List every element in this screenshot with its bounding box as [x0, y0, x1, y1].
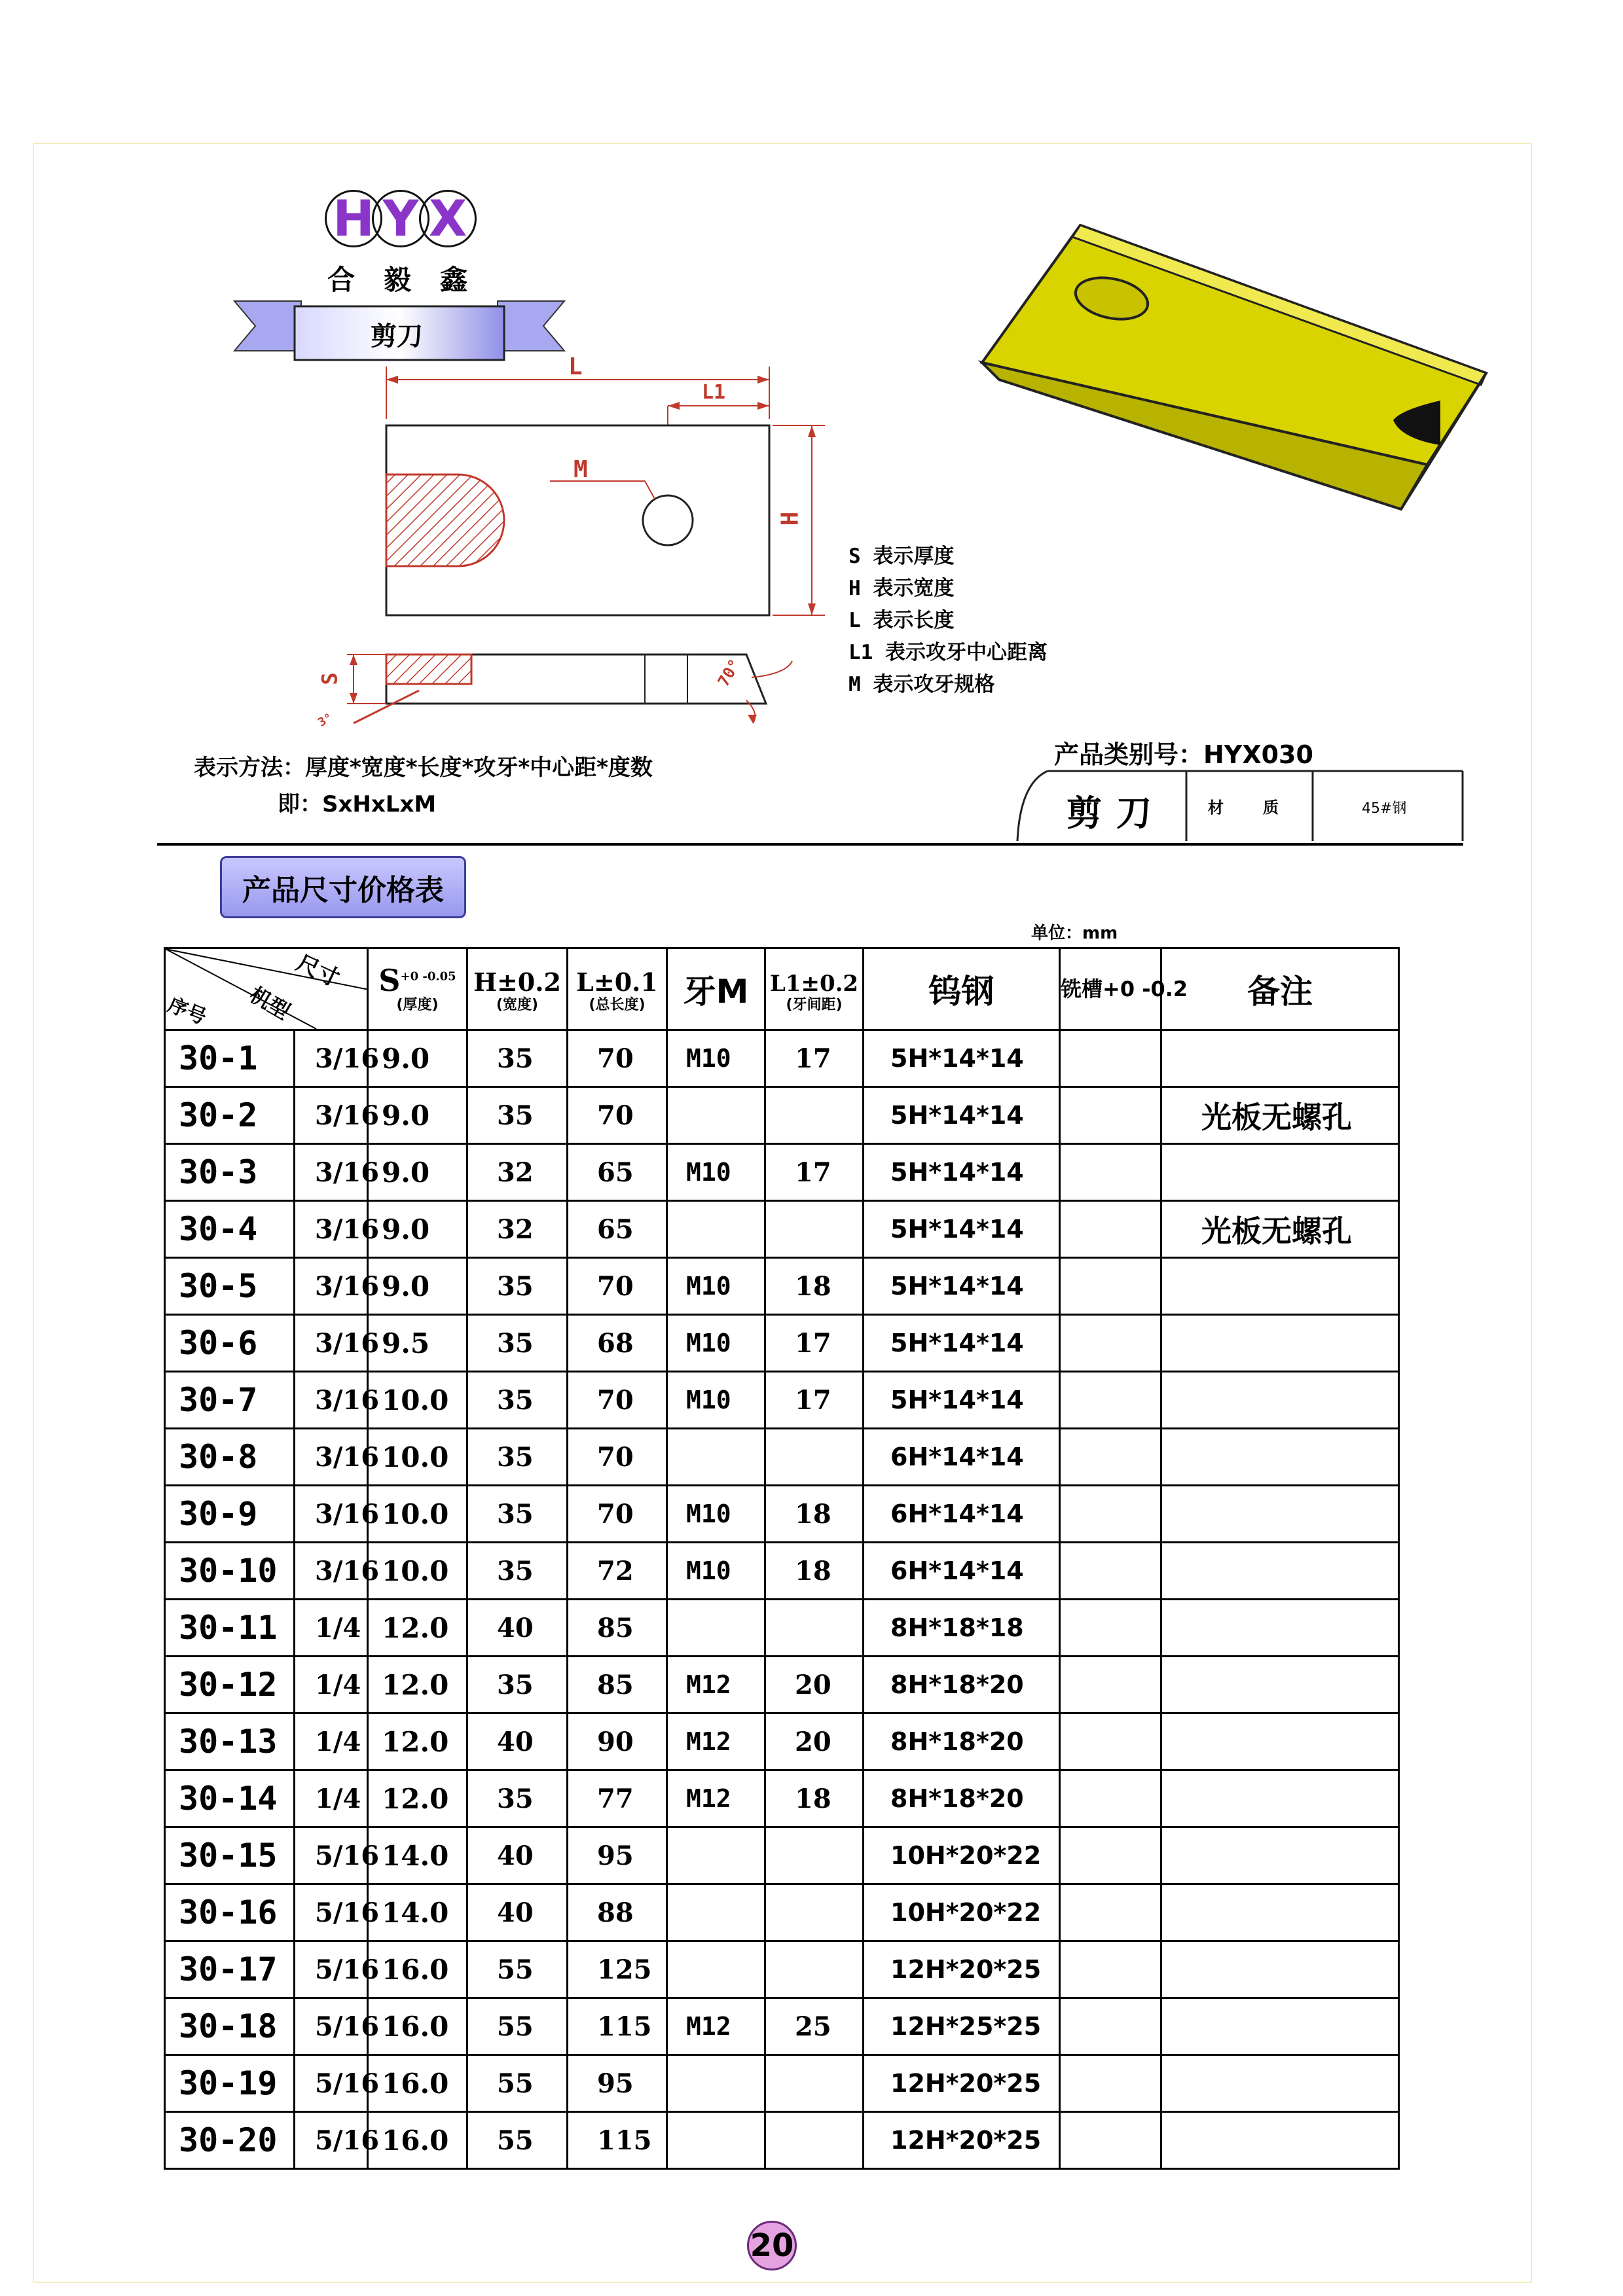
cell-steel: 5H*14*14	[864, 1315, 1060, 1372]
cell-steel: 6H*14*14	[864, 1429, 1060, 1486]
cell-steel: 10H*20*22	[864, 1884, 1060, 1941]
cell-l: 90	[568, 1713, 667, 1770]
cell-h: 35	[467, 1087, 568, 1144]
cell-mill	[1060, 2112, 1161, 2169]
cell-l1: 17	[765, 1315, 864, 1372]
cell-m	[667, 1429, 765, 1486]
cell-id: 30-1	[165, 1030, 295, 1087]
cell-m	[667, 1201, 765, 1258]
logo-letter-h: H	[325, 190, 382, 247]
table-row	[165, 1201, 1399, 1258]
cell-l1: 17	[765, 1030, 864, 1087]
table-row	[165, 1030, 1399, 1087]
cell-s: 10.0	[368, 1372, 467, 1429]
cell-m: M10	[667, 1486, 765, 1543]
cell-l: 125	[568, 1941, 667, 1998]
cell-mill	[1060, 1657, 1161, 1713]
table-row	[165, 1087, 1399, 1144]
cell-h: 55	[467, 1998, 568, 2055]
cell-s: 12.0	[368, 1600, 467, 1657]
header-s-sub: (厚度)	[396, 997, 439, 1013]
cell-id: 30-18	[165, 1998, 295, 2055]
cell-mill	[1060, 1144, 1161, 1201]
cell-s: 9.0	[368, 1201, 467, 1258]
cell-m	[667, 1884, 765, 1941]
cell-id: 30-5	[165, 1258, 295, 1315]
header-l-label: L±0.1	[576, 967, 658, 997]
table-row	[165, 1258, 1399, 1315]
cell-mill	[1060, 1998, 1161, 2055]
cell-steel: 5H*14*14	[864, 1087, 1060, 1144]
cell-mill	[1060, 1372, 1161, 1429]
product-banner-label: 剪刀	[371, 321, 423, 351]
header-l1	[765, 948, 864, 1030]
cell-l: 70	[568, 1486, 667, 1543]
logo-letter-x: X	[419, 190, 477, 247]
cell-l: 72	[568, 1543, 667, 1600]
header-h-label: H±0.2	[473, 967, 561, 997]
cell-id: 30-3	[165, 1144, 295, 1201]
cell-h: 35	[467, 1258, 568, 1315]
cell-l: 68	[568, 1315, 667, 1372]
cell-steel: 8H*18*20	[864, 1770, 1060, 1827]
cell-steel: 5H*14*14	[864, 1372, 1060, 1429]
cell-id: 30-11	[165, 1600, 295, 1657]
cell-m: M12	[667, 1713, 765, 1770]
cell-model: 3/16	[295, 1087, 368, 1144]
cell-mill	[1060, 1941, 1161, 1998]
spec-material-value: 45#钢	[1362, 800, 1407, 817]
cell-l1	[765, 1884, 864, 1941]
corner-no-label: 序号	[164, 993, 210, 1030]
cell-m	[667, 2112, 765, 2169]
cell-m: M12	[667, 1657, 765, 1713]
notation-method	[194, 749, 653, 823]
unit-label: 单位：mm	[1031, 924, 1118, 943]
corner-header	[165, 948, 368, 1030]
cell-mill	[1060, 1030, 1161, 1087]
table-row	[165, 1657, 1399, 1713]
logo	[325, 190, 475, 250]
legend-item-s: S 表示厚度	[848, 545, 955, 568]
legend-item-l1: L1 表示攻牙中心距离	[848, 641, 1048, 664]
cell-steel: 8H*18*18	[864, 1600, 1060, 1657]
cell-note	[1161, 1315, 1399, 1372]
cell-h: 55	[467, 1941, 568, 1998]
cell-mill	[1060, 1543, 1161, 1600]
cell-s: 10.0	[368, 1429, 467, 1486]
cell-l: 95	[568, 1827, 667, 1884]
cell-m: M10	[667, 1144, 765, 1201]
cell-id: 30-19	[165, 2055, 295, 2112]
table-row	[165, 1600, 1399, 1657]
table-row	[165, 1372, 1399, 1429]
cell-h: 35	[467, 1486, 568, 1543]
dim-label-l1: L1	[702, 381, 726, 404]
table-row	[165, 1827, 1399, 1884]
cell-model: 3/16	[295, 1429, 368, 1486]
table-header-row	[165, 948, 1399, 1030]
cell-id: 30-17	[165, 1941, 295, 1998]
cell-mill	[1060, 1770, 1161, 1827]
legend-item-m: M 表示攻牙规格	[848, 673, 995, 696]
dim-label-l: L	[568, 353, 583, 380]
cell-id: 30-12	[165, 1657, 295, 1713]
legend-item-l: L 表示长度	[848, 609, 955, 632]
cell-s: 14.0	[368, 1827, 467, 1884]
cell-s: 12.0	[368, 1713, 467, 1770]
cell-mill	[1060, 1201, 1161, 1258]
table-row	[165, 1770, 1399, 1827]
cell-h: 55	[467, 2112, 568, 2169]
cell-s: 14.0	[368, 1884, 467, 1941]
cell-mill	[1060, 1486, 1161, 1543]
cell-l1: 18	[765, 1258, 864, 1315]
cell-model: 1/4	[295, 1600, 368, 1657]
cell-s: 16.0	[368, 1998, 467, 2055]
notation-method-line1: 表示方法：厚度*宽度*长度*攻牙*中心距*度数	[194, 755, 653, 781]
cell-h: 40	[467, 1713, 568, 1770]
technical-drawing	[367, 347, 838, 713]
cell-mill	[1060, 1087, 1161, 1144]
cell-h: 35	[467, 1030, 568, 1087]
cell-m	[667, 1827, 765, 1884]
cell-note	[1161, 1429, 1399, 1486]
cell-m: M12	[667, 1770, 765, 1827]
cell-model: 3/16	[295, 1372, 368, 1429]
cell-l1	[765, 1087, 864, 1144]
cell-h: 35	[467, 1315, 568, 1372]
cell-id: 30-9	[165, 1486, 295, 1543]
dim-label-h: H	[776, 511, 804, 526]
dim-label-m: M	[574, 456, 588, 483]
spec-material-label: 材质	[1208, 798, 1318, 817]
cell-mill	[1060, 1884, 1161, 1941]
cell-model: 5/16	[295, 1998, 368, 2055]
cell-steel: 5H*14*14	[864, 1201, 1060, 1258]
cell-steel: 8H*18*20	[864, 1713, 1060, 1770]
cell-h: 32	[467, 1144, 568, 1201]
page-number: 20	[747, 2221, 797, 2270]
cell-steel: 12H*20*25	[864, 2055, 1060, 2112]
cell-h: 35	[467, 1372, 568, 1429]
cell-h: 40	[467, 1827, 568, 1884]
cell-l1: 17	[765, 1144, 864, 1201]
cell-m	[667, 2055, 765, 2112]
cell-m: M10	[667, 1372, 765, 1429]
cell-note	[1161, 1827, 1399, 1884]
header-mill: 铣槽+0 -0.2	[1060, 948, 1161, 1030]
cell-id: 30-13	[165, 1713, 295, 1770]
cell-mill	[1060, 1827, 1161, 1884]
cell-l1: 20	[765, 1713, 864, 1770]
header-s	[368, 948, 467, 1030]
cell-l: 70	[568, 1258, 667, 1315]
legend-item-h: H 表示宽度	[848, 577, 955, 600]
cell-id: 30-14	[165, 1770, 295, 1827]
header-s-label: S	[378, 963, 401, 998]
cell-l: 85	[568, 1600, 667, 1657]
cell-model: 1/4	[295, 1713, 368, 1770]
cell-id: 30-16	[165, 1884, 295, 1941]
cell-l: 85	[568, 1657, 667, 1713]
cell-s: 12.0	[368, 1657, 467, 1713]
cell-mill	[1060, 2055, 1161, 2112]
section-divider	[157, 843, 1463, 846]
cell-m: M10	[667, 1315, 765, 1372]
cell-steel: 5H*14*14	[864, 1144, 1060, 1201]
spec-product-name: 剪刀	[1067, 793, 1166, 834]
header-l	[568, 948, 667, 1030]
cell-l1: 18	[765, 1486, 864, 1543]
cell-m: M10	[667, 1030, 765, 1087]
cell-id: 30-6	[165, 1315, 295, 1372]
cell-h: 40	[467, 1600, 568, 1657]
cell-l: 65	[568, 1201, 667, 1258]
cell-l1	[765, 1941, 864, 1998]
cell-id: 30-20	[165, 2112, 295, 2169]
cell-steel: 12H*25*25	[864, 1998, 1060, 2055]
cell-steel: 6H*14*14	[864, 1543, 1060, 1600]
cell-h: 55	[467, 2055, 568, 2112]
cell-model: 5/16	[295, 2112, 368, 2169]
cell-s: 9.5	[368, 1315, 467, 1372]
cell-s: 16.0	[368, 2055, 467, 2112]
cell-m	[667, 1941, 765, 1998]
cell-s: 10.0	[368, 1486, 467, 1543]
cell-l: 70	[568, 1030, 667, 1087]
cell-note	[1161, 1372, 1399, 1429]
cell-note	[1161, 1144, 1399, 1201]
corner-model-label: 机型	[245, 982, 295, 1025]
cell-l1	[765, 1600, 864, 1657]
cell-id: 30-7	[165, 1372, 295, 1429]
cell-id: 30-4	[165, 1201, 295, 1258]
cell-l1	[765, 1827, 864, 1884]
cell-note	[1161, 2112, 1399, 2169]
cell-l1: 17	[765, 1372, 864, 1429]
cell-l1: 25	[765, 1998, 864, 2055]
cell-steel: 12H*20*25	[864, 1941, 1060, 1998]
cell-h: 35	[467, 1770, 568, 1827]
company-name: 合毅鑫	[327, 264, 497, 296]
cell-mill	[1060, 1600, 1161, 1657]
cell-note	[1161, 1258, 1399, 1315]
cell-model: 5/16	[295, 1827, 368, 1884]
dim-label-s: S	[317, 672, 342, 685]
cell-l: 115	[568, 1998, 667, 2055]
cell-model: 3/16	[295, 1543, 368, 1600]
cell-s: 9.0	[368, 1144, 467, 1201]
cell-model: 1/4	[295, 1657, 368, 1713]
cell-s: 16.0	[368, 1941, 467, 1998]
cell-h: 35	[467, 1543, 568, 1600]
cell-l: 88	[568, 1884, 667, 1941]
cell-steel: 5H*14*14	[864, 1030, 1060, 1087]
cell-note: 光板无螺孔	[1161, 1201, 1399, 1258]
cell-steel: 6H*14*14	[864, 1486, 1060, 1543]
header-h-sub: (宽度)	[496, 997, 539, 1013]
cell-l: 115	[568, 2112, 667, 2169]
cell-note	[1161, 1941, 1399, 1998]
header-l1-sub: (牙间距)	[786, 997, 843, 1013]
cell-model: 3/16	[295, 1486, 368, 1543]
header-h	[467, 948, 568, 1030]
cell-steel: 10H*20*22	[864, 1827, 1060, 1884]
blade-3d-illustration	[969, 216, 1493, 530]
table-row	[165, 1543, 1399, 1600]
cell-id: 30-10	[165, 1543, 295, 1600]
cell-model: 5/16	[295, 1884, 368, 1941]
cell-note	[1161, 1486, 1399, 1543]
cell-note	[1161, 1998, 1399, 2055]
table-row	[165, 1315, 1399, 1372]
cell-id: 30-8	[165, 1429, 295, 1486]
legend	[848, 541, 1048, 701]
cell-l: 95	[568, 2055, 667, 2112]
cell-s: 9.0	[368, 1258, 467, 1315]
cell-s: 9.0	[368, 1087, 467, 1144]
cell-s: 10.0	[368, 1543, 467, 1600]
cell-model: 3/16	[295, 1315, 368, 1372]
cell-steel: 12H*20*25	[864, 2112, 1060, 2169]
cell-m	[667, 1087, 765, 1144]
cell-model: 3/16	[295, 1144, 368, 1201]
logo-letter-y: Y	[372, 190, 429, 247]
cell-note	[1161, 1657, 1399, 1713]
price-table-title: 产品尺寸价格表	[220, 856, 466, 918]
cell-l1	[765, 1201, 864, 1258]
table-row	[165, 2112, 1399, 2169]
catalog-number: 产品类别号：HYX030	[1054, 740, 1313, 769]
header-note: 备注	[1161, 948, 1399, 1030]
cell-note	[1161, 1543, 1399, 1600]
table-row	[165, 1998, 1399, 2055]
cell-m: M10	[667, 1543, 765, 1600]
cell-s: 12.0	[368, 1770, 467, 1827]
cell-id: 30-2	[165, 1087, 295, 1144]
cell-model: 1/4	[295, 1770, 368, 1827]
cell-steel: 8H*18*20	[864, 1657, 1060, 1713]
cell-model: 5/16	[295, 2055, 368, 2112]
table-row	[165, 1884, 1399, 1941]
cell-l: 70	[568, 1087, 667, 1144]
header-steel: 钨钢	[864, 948, 1060, 1030]
cell-note	[1161, 1600, 1399, 1657]
table-row	[165, 2055, 1399, 2112]
cell-h: 40	[467, 1884, 568, 1941]
cell-note	[1161, 1884, 1399, 1941]
cell-l: 65	[568, 1144, 667, 1201]
cell-l1: 18	[765, 1770, 864, 1827]
table-row	[165, 1941, 1399, 1998]
cell-h: 35	[467, 1657, 568, 1713]
dim-label-bevel: 3°	[316, 710, 335, 730]
header-m: 牙M	[667, 948, 765, 1030]
header-l1-label: L1±0.2	[769, 971, 859, 997]
cell-mill	[1060, 1429, 1161, 1486]
cell-note	[1161, 1030, 1399, 1087]
cell-steel: 5H*14*14	[864, 1258, 1060, 1315]
cell-model: 5/16	[295, 1941, 368, 1998]
cell-note: 光板无螺孔	[1161, 1087, 1399, 1144]
cell-note	[1161, 2055, 1399, 2112]
cell-s: 9.0	[368, 1030, 467, 1087]
cell-l: 70	[568, 1372, 667, 1429]
cell-note	[1161, 1713, 1399, 1770]
table-row	[165, 1429, 1399, 1486]
price-table	[164, 947, 1400, 2170]
cell-l1	[765, 2112, 864, 2169]
table-row	[165, 1713, 1399, 1770]
cell-m: M12	[667, 1998, 765, 2055]
table-row	[165, 1144, 1399, 1201]
dim-label-angle: 70°	[714, 656, 744, 690]
cell-h: 32	[467, 1201, 568, 1258]
cell-model: 3/16	[295, 1201, 368, 1258]
cell-mill	[1060, 1258, 1161, 1315]
cell-l1	[765, 2055, 864, 2112]
cell-m	[667, 1600, 765, 1657]
cell-mill	[1060, 1713, 1161, 1770]
cell-l: 70	[568, 1429, 667, 1486]
header-s-tolerance: +0 -0.05	[400, 969, 456, 984]
cell-model: 3/16	[295, 1030, 368, 1087]
cell-l1: 20	[765, 1657, 864, 1713]
table-row	[165, 1486, 1399, 1543]
cell-h: 35	[467, 1429, 568, 1486]
cell-mill	[1060, 1315, 1161, 1372]
cell-id: 30-15	[165, 1827, 295, 1884]
header-l-sub: (总长度)	[589, 997, 646, 1013]
cell-note	[1161, 1770, 1399, 1827]
cell-model: 3/16	[295, 1258, 368, 1315]
cell-l1	[765, 1429, 864, 1486]
cell-m: M10	[667, 1258, 765, 1315]
corner-size-label: 尺寸	[292, 950, 344, 993]
cell-s: 16.0	[368, 2112, 467, 2169]
cell-l: 77	[568, 1770, 667, 1827]
notation-method-line2: 即：SxHxLxM	[278, 791, 437, 817]
cell-l1: 18	[765, 1543, 864, 1600]
